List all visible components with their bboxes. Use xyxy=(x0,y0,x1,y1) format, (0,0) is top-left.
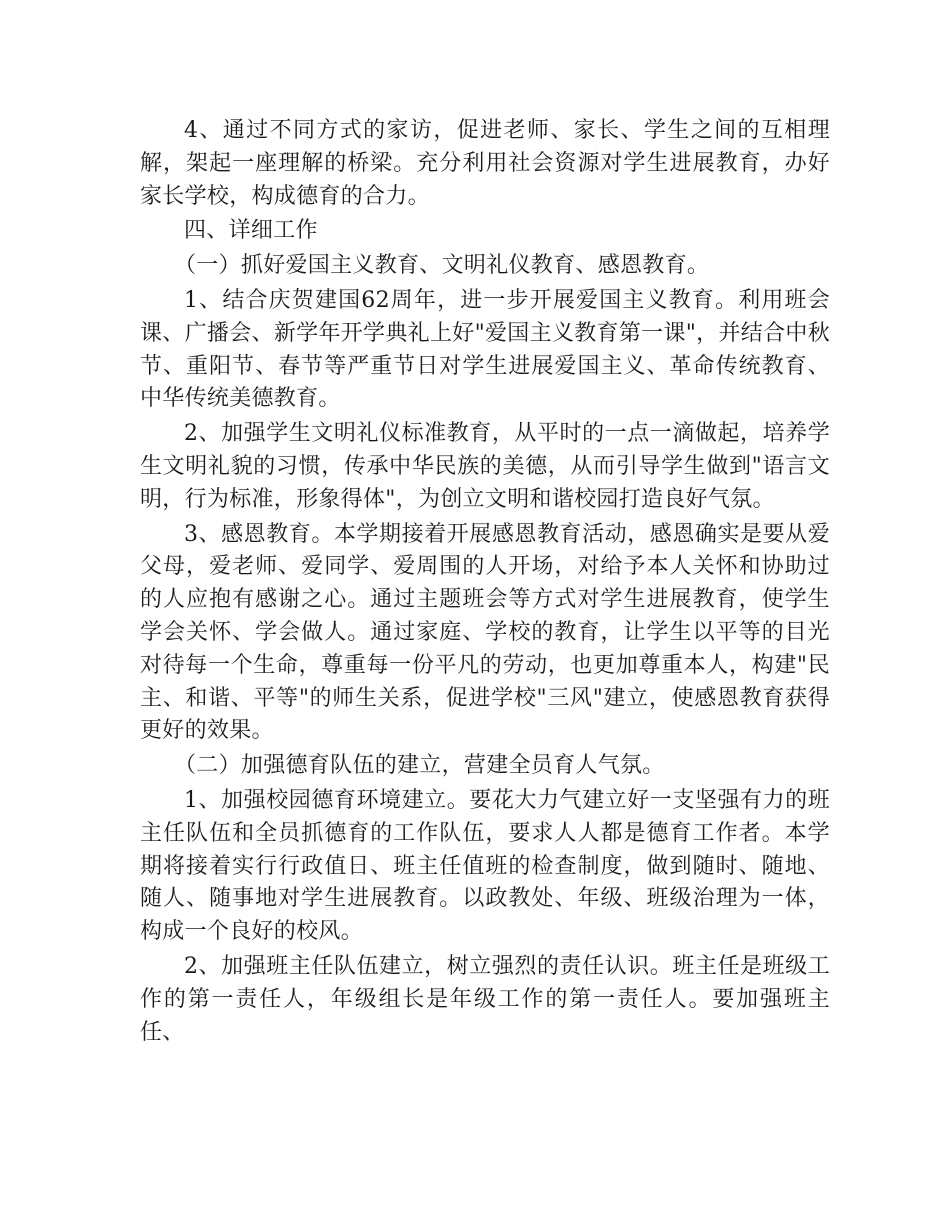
subsection-heading-moral-team: （二）加强德育队伍的建立，营建全员育人气氛。 xyxy=(174,753,665,779)
paragraph-campus-environment: 1、加强校园德育环境建立。要花大力气建立好一支坚强有力的班主任队伍和全员抓德育的工作队伍，要求人人都是德育工作者。本学期将接着实行行政值日、班主任值班的检查制度，做到随时、随地、随人、随事地对学生进展教育。以政教处、年级、班级治理为一体，构成一个良好的校风。 xyxy=(140,787,830,945)
subsection-heading-patriotic-education: （一）抓好爱国主义教育、文明礼仪教育、感恩教育。 xyxy=(174,253,710,279)
section-heading-detailed-work: 四、详细工作 xyxy=(184,218,318,244)
paragraph-gratitude-education: 3、感恩教育。本学期接着开展感恩教育活动，感恩确实是要从爱父母，爱老师、爱同学、爱周围的人开场，对给予本人关怀和协助过的人应抱有感谢之心。通过主题班会等方式对学生进展教育，使学生学会关怀、学会做人。通过家庭、学校的教育，让学生以平等的目光对待每一个生命，尊重每一份平凡的劳动，也更加尊重本人，构建"民主、和谐、平等"的师生关系，促进学校"三风"建立，使感恩教育获得更好的效果。 xyxy=(140,521,830,744)
document-body xyxy=(140,115,830,1051)
paragraph-head-teacher-team: 2、加强班主任队伍建立，树立强烈的责任认识。班主任是班级工作的第一责任人，年级组长是年级工作的第一责任人。要加强班主任、 xyxy=(140,953,830,1045)
paragraph-home-visits: 4、通过不同方式的家访，促进老师、家长、学生之间的互相理解，架起一座理解的桥梁。充分利用社会资源对学生进展教育，办好家长学校，构成德育的合力。 xyxy=(140,118,830,209)
paragraph-etiquette-education: 2、加强学生文明礼仪标准教育，从平时的一点一滴做起，培养学生文明礼貌的习惯，传承中华民族的美德，从而引导学生做到"语言文明，行为标准，形象得体"，为创立文明和谐校园打造良好气氛。 xyxy=(140,421,830,512)
paragraph-patriotic-education: 1、结合庆贺建国62周年，进一步开展爱国主义教育。利用班会课、广播会、新学年开学典礼上好"爱国主义教育第一课"，并结合中秋节、重阳节、春节等严重节日对学生进展爱国主义、革命传统教育、中华传统美德教育。 xyxy=(140,287,830,412)
